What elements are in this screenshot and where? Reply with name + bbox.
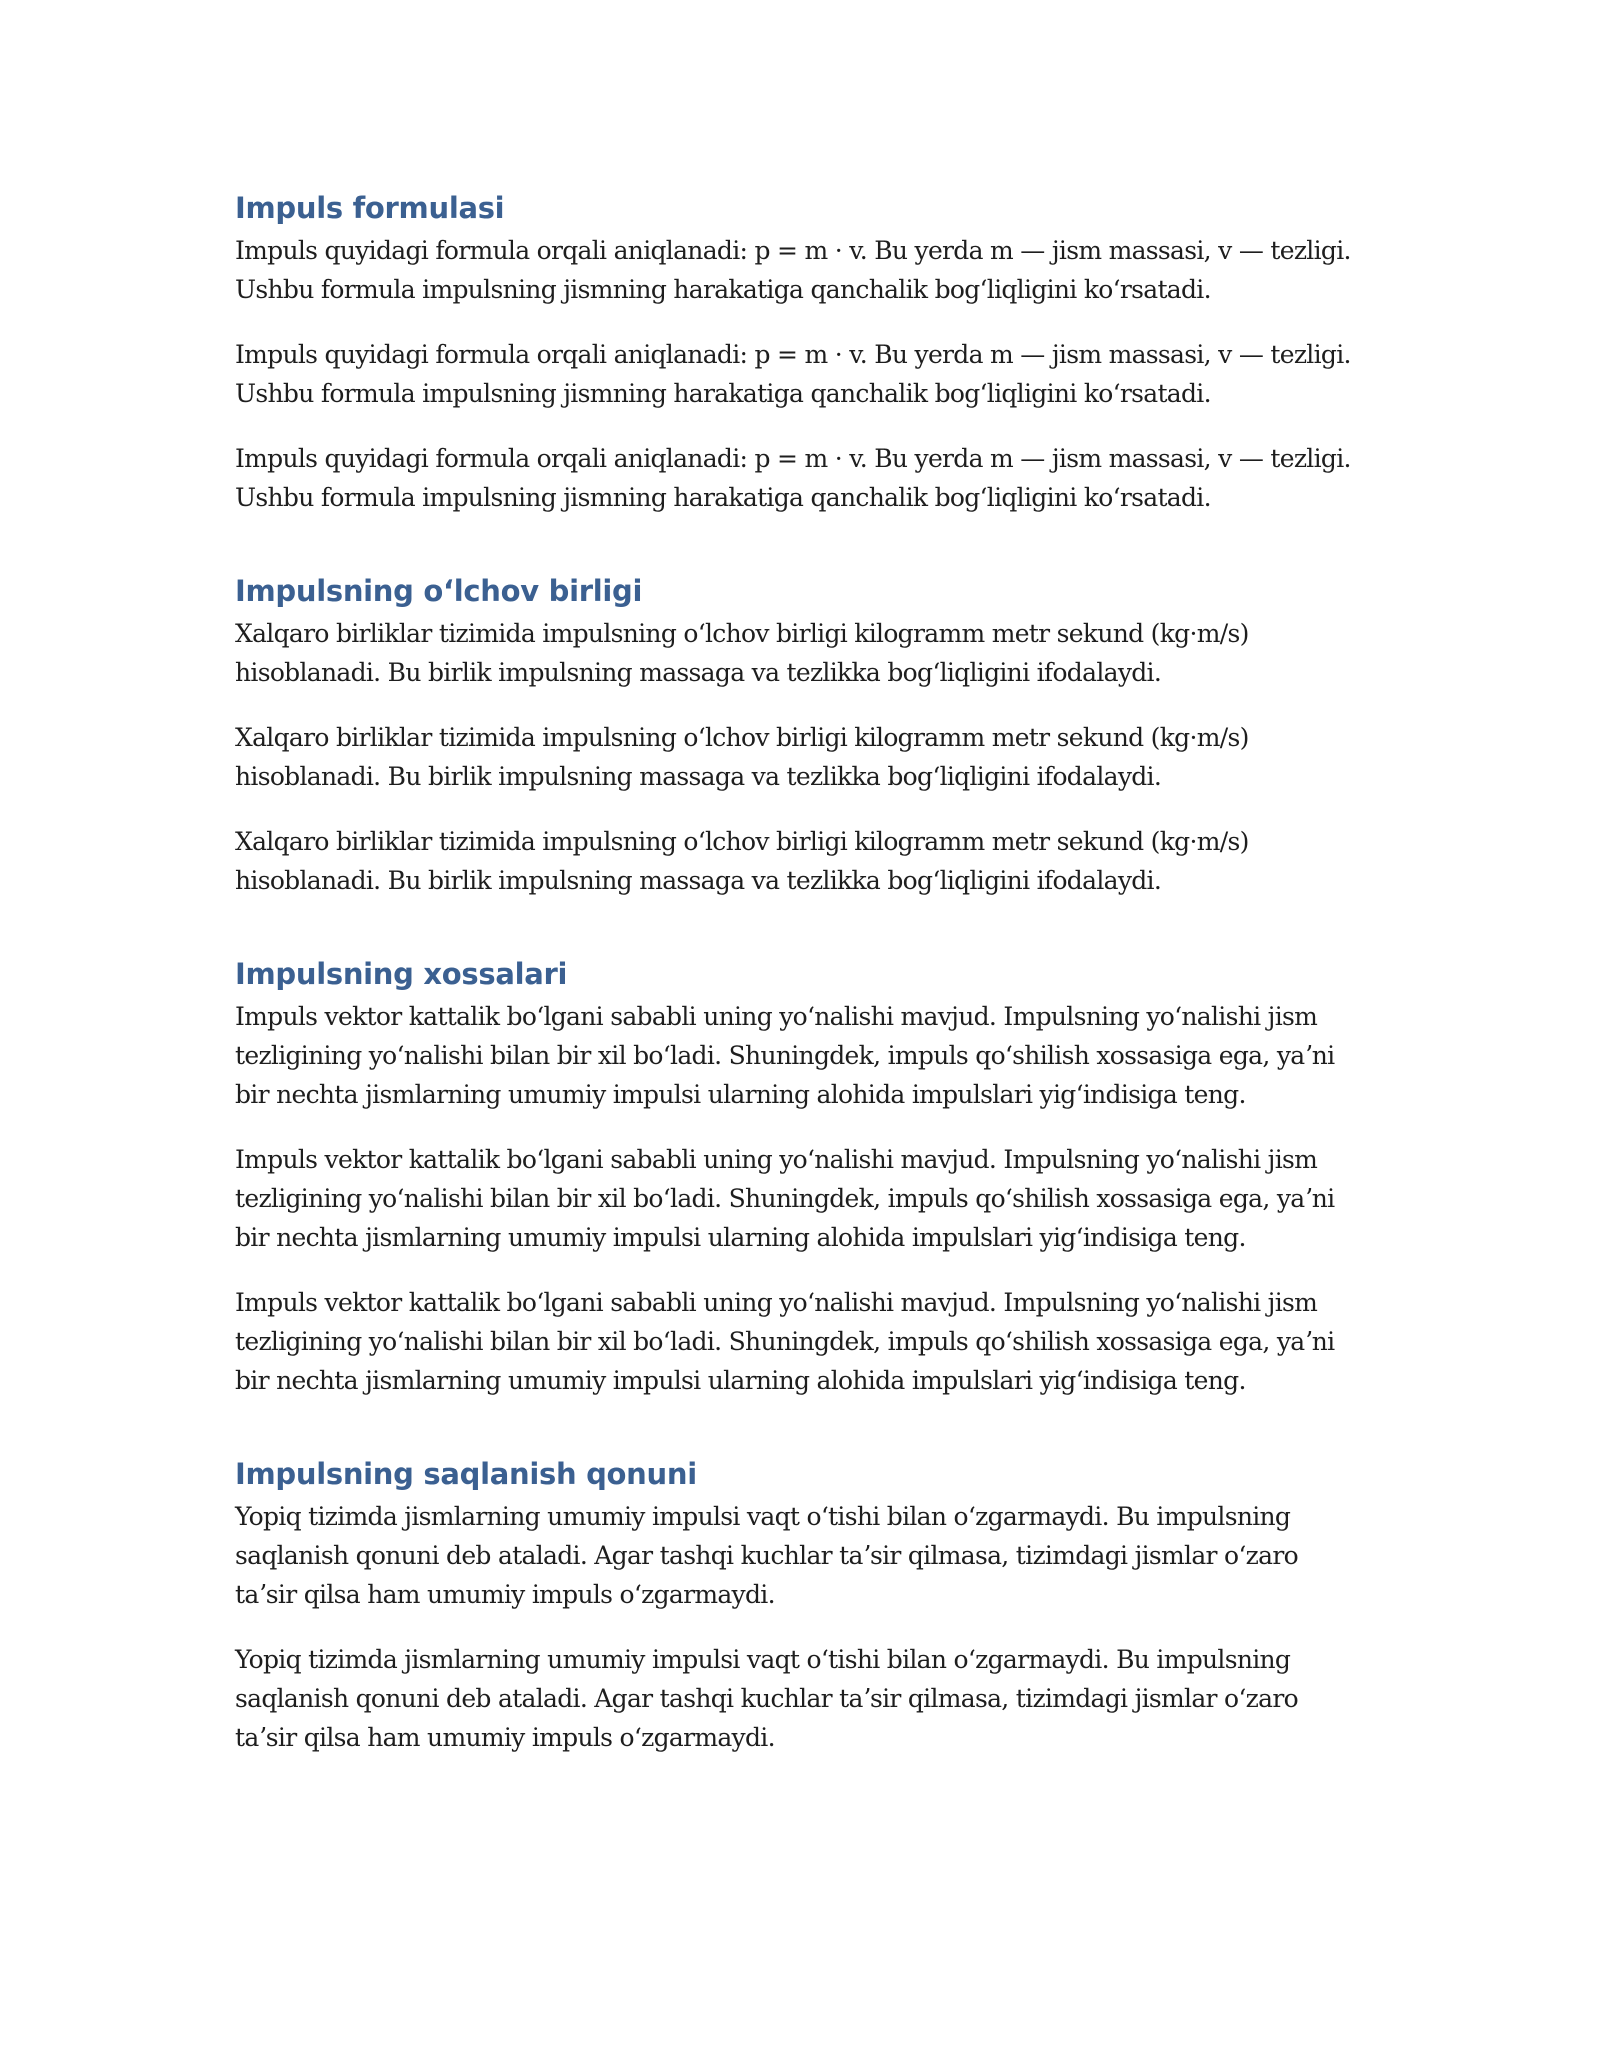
paragraph	[235, 614, 1415, 692]
paragraph-line: saqlanish qonuni deb ataladi. Agar tashqi kuchlar taʼsir qilmasa, tizimdagi jismlar oʻzaro	[235, 1541, 1298, 1570]
paragraph-line: taʼsir qilsa ham umumiy impuls oʻzgarmaydi.	[235, 1580, 775, 1609]
paragraph-line: Yopiq tizimda jismlarning umumiy impulsi vaqt oʻtishi bilan oʻzgarmaydi. Bu impulsning	[235, 1645, 1291, 1674]
paragraph-line: tezligining yoʻnalishi bilan bir xil boʻladi. Shuningdek, impuls qoʻshilish xossasiga ega, yaʼni	[235, 1327, 1335, 1356]
section-heading: Impuls formulasi	[235, 191, 505, 225]
section-heading: Impulsning oʻlchov birligi	[235, 574, 643, 608]
paragraph-line: saqlanish qonuni deb ataladi. Agar tashqi kuchlar taʼsir qilmasa, tizimdagi jismlar oʻzaro	[235, 1684, 1298, 1713]
paragraph-line: Impuls quyidagi formula orqali aniqlanadi: p = m · v. Bu yerda m — jism massasi, v — tezligi.	[235, 236, 1351, 265]
paragraph-line: tezligining yoʻnalishi bilan bir xil boʻladi. Shuningdek, impuls qoʻshilish xossasiga ega, yaʼni	[235, 1184, 1335, 1213]
paragraph-line: Impuls quyidagi formula orqali aniqlanadi: p = m · v. Bu yerda m — jism massasi, v — tezligi.	[235, 340, 1351, 369]
paragraph-line: Xalqaro birliklar tizimida impulsning oʻlchov birligi kilogramm metr sekund (kg·m/s)	[235, 619, 1249, 648]
paragraph-line: Impuls vektor kattalik boʻlgani sababli uning yoʻnalishi mavjud. Impulsning yoʻnalishi jism	[235, 1145, 1318, 1174]
paragraph	[235, 231, 1415, 309]
section-heading: Impulsning xossalari	[235, 957, 568, 991]
paragraph	[235, 439, 1415, 517]
paragraph	[235, 718, 1415, 796]
paragraph	[235, 1497, 1415, 1614]
paragraph-line: bir nechta jismlarning umumiy impulsi ularning alohida impulslari yigʻindisiga teng.	[235, 1366, 1246, 1395]
paragraph-line: hisoblanadi. Bu birlik impulsning massaga va tezlikka bogʻliqligini ifodalaydi.	[235, 866, 1162, 895]
section-saqlanish-qonuni	[235, 1454, 1415, 1757]
paragraph-line: Ushbu formula impulsning jismning harakatiga qanchalik bogʻliqligini koʻrsatadi.	[235, 483, 1211, 512]
section-olchov-birligi	[235, 571, 1415, 900]
paragraph-line: Impuls vektor kattalik boʻlgani sababli uning yoʻnalishi mavjud. Impulsning yoʻnalishi jism	[235, 1288, 1318, 1317]
section-heading: Impulsning saqlanish qonuni	[235, 1457, 697, 1491]
paragraph-line: Xalqaro birliklar tizimida impulsning oʻlchov birligi kilogramm metr sekund (kg·m/s)	[235, 827, 1249, 856]
paragraph-line: bir nechta jismlarning umumiy impulsi ularning alohida impulslari yigʻindisiga teng.	[235, 1223, 1246, 1252]
paragraph	[235, 1640, 1415, 1757]
paragraph-line: hisoblanadi. Bu birlik impulsning massaga va tezlikka bogʻliqligini ifodalaydi.	[235, 762, 1162, 791]
paragraph	[235, 997, 1415, 1114]
paragraph	[235, 822, 1415, 900]
paragraph	[235, 1283, 1415, 1400]
paragraph-line: taʼsir qilsa ham umumiy impuls oʻzgarmaydi.	[235, 1723, 775, 1752]
paragraph-line: Impuls vektor kattalik boʻlgani sababli uning yoʻnalishi mavjud. Impulsning yoʻnalishi jism	[235, 1002, 1318, 1031]
paragraph-line: Yopiq tizimda jismlarning umumiy impulsi vaqt oʻtishi bilan oʻzgarmaydi. Bu impulsning	[235, 1502, 1291, 1531]
paragraph-line: Impuls quyidagi formula orqali aniqlanadi: p = m · v. Bu yerda m — jism massasi, v — tezligi.	[235, 444, 1351, 473]
paragraph-line: bir nechta jismlarning umumiy impulsi ularning alohida impulslari yigʻindisiga teng.	[235, 1080, 1246, 1109]
paragraph-line: hisoblanadi. Bu birlik impulsning massaga va tezlikka bogʻliqligini ifodalaydi.	[235, 658, 1162, 687]
paragraph	[235, 335, 1415, 413]
document-body	[235, 188, 1415, 1783]
section-impuls-formulasi	[235, 188, 1415, 517]
paragraph-line: Ushbu formula impulsning jismning harakatiga qanchalik bogʻliqligini koʻrsatadi.	[235, 275, 1211, 304]
paragraph	[235, 1140, 1415, 1257]
paragraph-line: Ushbu formula impulsning jismning harakatiga qanchalik bogʻliqligini koʻrsatadi.	[235, 379, 1211, 408]
section-xossalari	[235, 954, 1415, 1400]
paragraph-line: Xalqaro birliklar tizimida impulsning oʻlchov birligi kilogramm metr sekund (kg·m/s)	[235, 723, 1249, 752]
paragraph-line: tezligining yoʻnalishi bilan bir xil boʻladi. Shuningdek, impuls qoʻshilish xossasiga ega, yaʼni	[235, 1041, 1335, 1070]
